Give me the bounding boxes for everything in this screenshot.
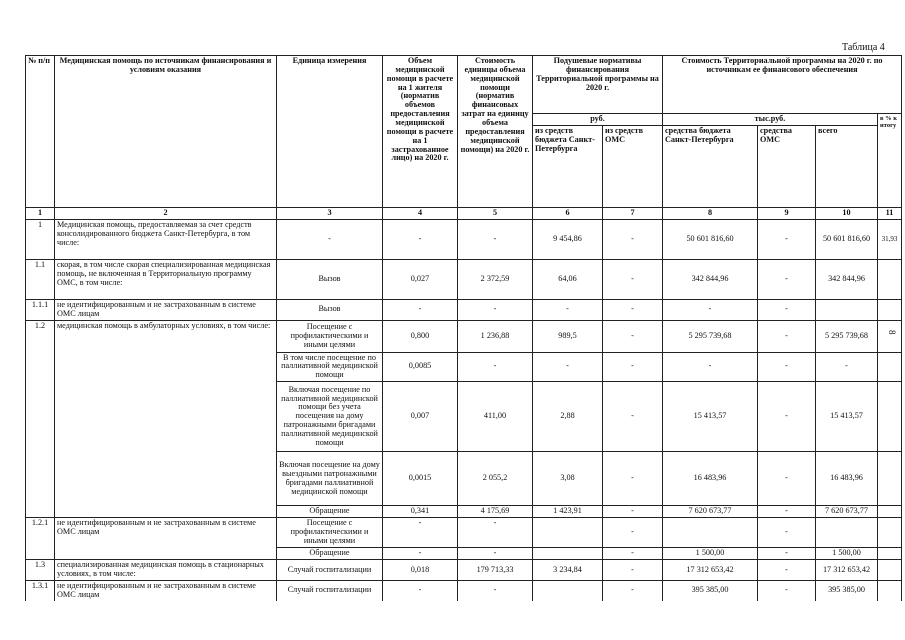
empty-cell: [878, 548, 902, 560]
unit-cell: Посещение с профилактическими и иными целями: [277, 518, 383, 548]
value-cell: 0,0085: [383, 352, 458, 382]
value-cell: 342 844,96: [663, 259, 758, 299]
empty-cell: [878, 506, 902, 518]
value-cell: 64,06: [533, 259, 603, 299]
header-col-8: средства бюджета Санкт-Петербурга: [663, 126, 758, 208]
row-description: Медицинская помощь, предоставляемая за счет средств консолидированного бюджета Санкт-Петербурга, в том числе:: [55, 219, 277, 259]
header-col-num: № п/п: [26, 56, 55, 208]
col-number: 1: [26, 208, 55, 220]
row-number: 1.2: [26, 320, 55, 518]
header-rub: руб.: [533, 114, 663, 126]
value-cell: -: [458, 299, 533, 320]
value-cell: -: [758, 548, 816, 560]
value-cell: 2 055,2: [458, 452, 533, 506]
table-row: [26, 320, 902, 352]
value-cell: 4 175,69: [458, 506, 533, 518]
unit-cell: Случай госпитализации: [277, 580, 383, 600]
value-cell: 342 844,96: [816, 259, 878, 299]
row-description: не идентифицированным и не застрахованным в системе ОМС лицам: [55, 299, 277, 320]
empty-cell: [816, 518, 878, 548]
row-description: не идентифицированным и не застрахованным в системе ОМС лицам: [55, 580, 277, 600]
empty-cell: [533, 518, 603, 548]
value-cell: -: [383, 518, 458, 548]
value-cell: -: [758, 506, 816, 518]
value-cell: -: [383, 219, 458, 259]
value-cell: -: [603, 382, 663, 452]
value-cell: -: [758, 580, 816, 600]
value-cell: -: [383, 580, 458, 600]
header-col-9: средства ОМС: [758, 126, 816, 208]
value-cell: 17 312 653,42: [663, 560, 758, 581]
value-cell: 31,93: [878, 219, 902, 259]
row-description: медицинская помощь в амбулаторных условиях, в том числе:: [55, 320, 277, 518]
unit-cell: Вызов: [277, 299, 383, 320]
value-cell: -: [603, 518, 663, 548]
value-cell: -: [603, 560, 663, 581]
side-page-number: 8: [887, 330, 897, 335]
value-cell: 1 423,91: [533, 506, 603, 518]
value-cell: 7 620 673,77: [663, 506, 758, 518]
value-cell: -: [383, 548, 458, 560]
empty-cell: [878, 352, 902, 382]
unit-cell: Обращение: [277, 506, 383, 518]
value-cell: 0,341: [383, 506, 458, 518]
value-cell: -: [663, 299, 758, 320]
unit-cell: Посещение с профилактическими и иными целями: [277, 320, 383, 352]
value-cell: -: [758, 259, 816, 299]
header-program-cost: Стоимость Территориальной программы на 2020 г. по источникам ее финансового обеспечения: [663, 56, 902, 114]
empty-cell: [878, 259, 902, 299]
empty-cell: [878, 560, 902, 581]
value-cell: 5 295 739,68: [663, 320, 758, 352]
value-cell: -: [758, 352, 816, 382]
value-cell: 3,08: [533, 452, 603, 506]
value-cell: 15 413,57: [663, 382, 758, 452]
value-cell: -: [816, 352, 878, 382]
value-cell: -: [603, 452, 663, 506]
value-cell: -: [663, 352, 758, 382]
value-cell: 0,027: [383, 259, 458, 299]
value-cell: -: [533, 299, 603, 320]
value-cell: -: [458, 352, 533, 382]
header-col-7: из средств ОМС: [603, 126, 663, 208]
col-number: 5: [458, 208, 533, 220]
value-cell: -: [383, 299, 458, 320]
empty-cell: [878, 320, 902, 352]
header-tys-rub: тыс.руб.: [663, 114, 878, 126]
value-cell: 15 413,57: [816, 382, 878, 452]
col-number: 9: [758, 208, 816, 220]
value-cell: -: [603, 219, 663, 259]
value-cell: 7 620 673,77: [816, 506, 878, 518]
empty-cell: [878, 382, 902, 452]
row-description: специализированная медицинская помощь в стационарных условиях, в том числе:: [55, 560, 277, 581]
value-cell: -: [603, 352, 663, 382]
empty-cell: [878, 452, 902, 506]
header-per-capita: Подушевые нормативы финансирования Территориальной программы на 2020 г.: [533, 56, 663, 114]
value-cell: 411,00: [458, 382, 533, 452]
row-description: скорая, в том числе скорая специализированная медицинская помощь, не включенная в Территориальную программу ОМС, в том числе:: [55, 259, 277, 299]
header-col-unit: Единица измерения: [277, 56, 383, 208]
value-cell: 16 483,96: [663, 452, 758, 506]
value-cell: -: [758, 219, 816, 259]
value-cell: -: [603, 548, 663, 560]
col-number: 6: [533, 208, 603, 220]
header-col-cost: Стоимость единицы объема медицинской помощи (норматив финансовых затрат на единицу объема предоставления медицинской помощи) на 2020 г.: [458, 56, 533, 208]
value-cell: -: [758, 320, 816, 352]
value-cell: -: [758, 382, 816, 452]
value-cell: -: [758, 299, 816, 320]
value-cell: 0,800: [383, 320, 458, 352]
col-number: 4: [383, 208, 458, 220]
row-number: 1.1: [26, 259, 55, 299]
value-cell: -: [758, 560, 816, 581]
value-cell: -: [603, 580, 663, 600]
table-4: [25, 55, 902, 601]
value-cell: 1 500,00: [663, 548, 758, 560]
row-number: 1: [26, 219, 55, 259]
value-cell: -: [458, 219, 533, 259]
col-number: 7: [603, 208, 663, 220]
row-number: 1.3.1: [26, 580, 55, 600]
value-cell: 395 385,00: [816, 580, 878, 600]
unit-cell: Случай госпитализации: [277, 560, 383, 581]
unit-cell: В том числе посещение по паллиативной медицинской помощи: [277, 352, 383, 382]
value-cell: -: [458, 518, 533, 548]
col-number: 8: [663, 208, 758, 220]
row-description: не идентифицированным и не застрахованным в системе ОМС лицам: [55, 518, 277, 560]
unit-cell: Включая посещение на дому выездными патронажными бригадами паллиативной медицинской помощи: [277, 452, 383, 506]
value-cell: 17 312 653,42: [816, 560, 878, 581]
table-row: [26, 299, 902, 320]
value-cell: -: [758, 518, 816, 548]
value-cell: 50 601 816,60: [663, 219, 758, 259]
unit-cell: -: [277, 219, 383, 259]
row-number: 1.1.1: [26, 299, 55, 320]
header-col-6: из средств бюджета Санкт-Петербурга: [533, 126, 603, 208]
value-cell: -: [758, 452, 816, 506]
table-row: [26, 560, 902, 581]
col-number: 10: [816, 208, 878, 220]
value-cell: -: [603, 320, 663, 352]
value-cell: 16 483,96: [816, 452, 878, 506]
unit-cell: Вызов: [277, 259, 383, 299]
header-row-1: [26, 56, 902, 70]
value-cell: 2 372,59: [458, 259, 533, 299]
column-numbers-row: [26, 208, 902, 220]
header-percent: в % к итогу: [878, 114, 902, 208]
value-cell: -: [603, 506, 663, 518]
value-cell: 50 601 816,60: [816, 219, 878, 259]
table-row: [26, 518, 902, 548]
value-cell: 179 713,33: [458, 560, 533, 581]
value-cell: 0,0015: [383, 452, 458, 506]
value-cell: -: [603, 259, 663, 299]
table-row: [26, 219, 902, 259]
header-col-desc: Медицинская помощь по источникам финансирования и условиям оказания: [55, 56, 277, 208]
value-cell: 5 295 739,68: [816, 320, 878, 352]
header-col-10: всего: [816, 126, 878, 208]
col-number: 3: [277, 208, 383, 220]
header-col-volume: Объем медицинской помощи в расчете на 1 жителя (норматив объемов предоставления медицинской помощи в расчете на 1 застрахованное лицо) на 2020 г.: [383, 56, 458, 208]
value-cell: -: [533, 352, 603, 382]
empty-cell: [816, 299, 878, 320]
value-cell: -: [458, 580, 533, 600]
unit-cell: Обращение: [277, 548, 383, 560]
empty-cell: [533, 548, 603, 560]
value-cell: -: [603, 299, 663, 320]
col-number: 2: [55, 208, 277, 220]
value-cell: 9 454,86: [533, 219, 603, 259]
value-cell: 1 500,00: [816, 548, 878, 560]
empty-cell: [878, 518, 902, 548]
empty-cell: [533, 580, 603, 600]
value-cell: 0,018: [383, 560, 458, 581]
value-cell: 1 236,88: [458, 320, 533, 352]
empty-cell: [663, 518, 758, 548]
table-row: [26, 259, 902, 299]
col-number: 11: [878, 208, 902, 220]
value-cell: 3 234,84: [533, 560, 603, 581]
row-number: 1.2.1: [26, 518, 55, 560]
row-number: 1.3: [26, 560, 55, 581]
value-cell: 2,88: [533, 382, 603, 452]
value-cell: 989,5: [533, 320, 603, 352]
empty-cell: [878, 580, 902, 600]
value-cell: 395 385,00: [663, 580, 758, 600]
table-row: [26, 580, 902, 600]
unit-cell: Включая посещение по паллиативной медицинской помощи без учета посещения на дому патронажными бригадами паллиативной медицинской помощи: [277, 382, 383, 452]
value-cell: 0,007: [383, 382, 458, 452]
value-cell: -: [458, 548, 533, 560]
table-caption: Таблица 4: [842, 42, 885, 53]
empty-cell: [878, 299, 902, 320]
